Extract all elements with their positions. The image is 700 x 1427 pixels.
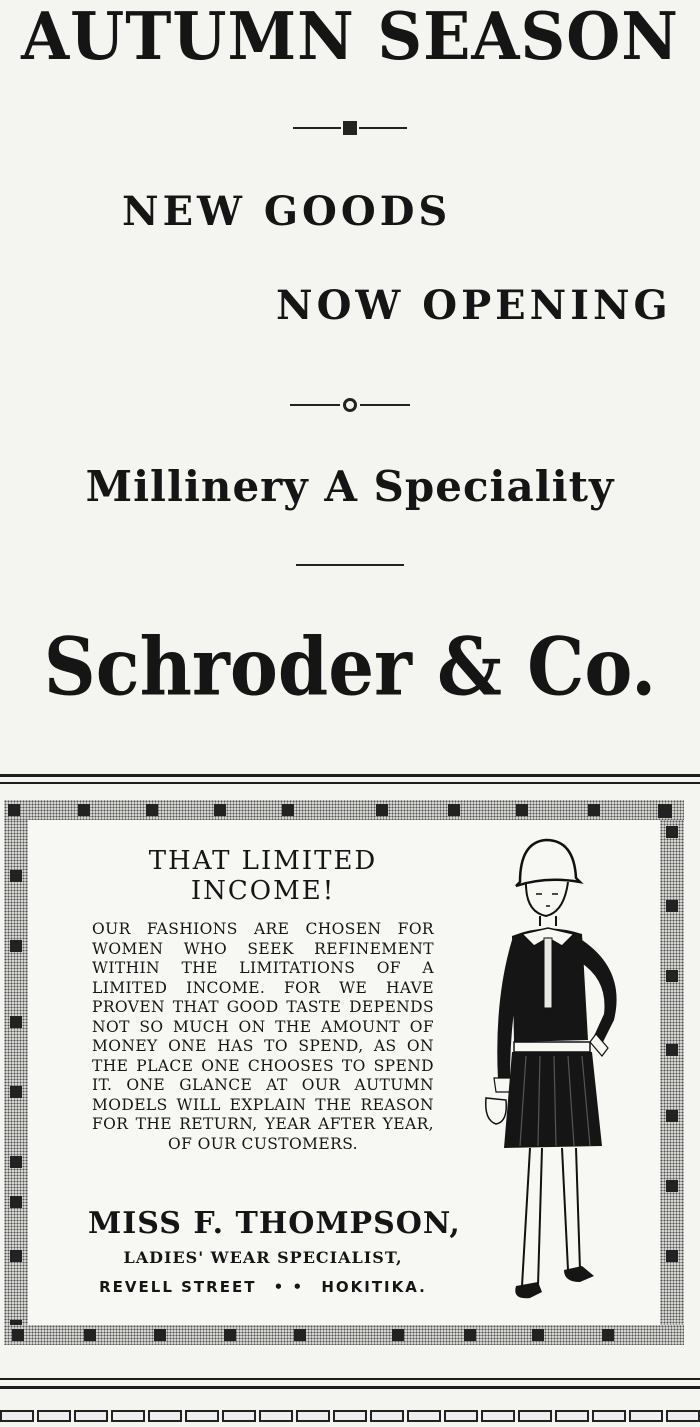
ad-headline: AUTUMN SEASON xyxy=(21,0,679,75)
column-rule xyxy=(0,1386,700,1389)
divider-line xyxy=(0,564,700,566)
specialty-line: LADIES' WEAR SPECIALIST, xyxy=(123,1248,403,1267)
town-name: HOKITIKA. xyxy=(321,1278,427,1296)
address-separator: • • xyxy=(273,1278,305,1296)
border-band-bottom xyxy=(4,1325,684,1345)
ornament-divider xyxy=(0,398,700,412)
ad-content xyxy=(28,820,660,1325)
border-band-top xyxy=(4,800,684,820)
heading-line-2: INCOME! xyxy=(190,876,336,906)
address-line xyxy=(88,1278,438,1296)
decorative-border-strip xyxy=(0,1405,700,1427)
ad-body-text: OUR FASHIONS ARE CHOSEN FOR WOMEN WHO SEEK REFINEMENT WITHIN THE LIMITATIONS OF A LIMITED INCOME. FOR WE HAVE PROVEN THAT GOOD TASTE DEPENDS NOT SO MUCH ON THE AMOUNT OF MONEY ONE HAS TO SPEND, AS ON THE PLACE ONE CHOOSES TO SPEND IT. ONE GLANCE AT OUR AUTUMN MODELS WILL EXPLAIN THE REASON FOR THE RETURN, YEAR AFTER YEAR, OF OUR CUSTOMERS. xyxy=(92,920,434,1153)
heading-line-1: THAT LIMITED xyxy=(148,846,378,876)
ad-heading xyxy=(88,846,438,906)
column-rule xyxy=(0,782,700,784)
column-rule xyxy=(0,1378,700,1380)
millinery-speciality-text: Millinery A Speciality xyxy=(85,462,615,511)
ornament-divider xyxy=(0,121,700,135)
border-band-left xyxy=(4,820,28,1325)
company-name: Schroder & Co. xyxy=(43,619,657,714)
street-name: REVELL STREET xyxy=(99,1278,257,1296)
new-goods-text: NEW GOODS xyxy=(122,188,452,235)
thompson-ad-frame xyxy=(4,800,684,1345)
now-opening-text: NOW OPENING xyxy=(276,282,672,329)
woman-in-autumn-dress-icon xyxy=(476,830,652,1320)
column-rule xyxy=(0,774,700,777)
border-band-right xyxy=(660,820,684,1325)
proprietor-name: MISS F. THOMPSON, xyxy=(88,1206,461,1241)
